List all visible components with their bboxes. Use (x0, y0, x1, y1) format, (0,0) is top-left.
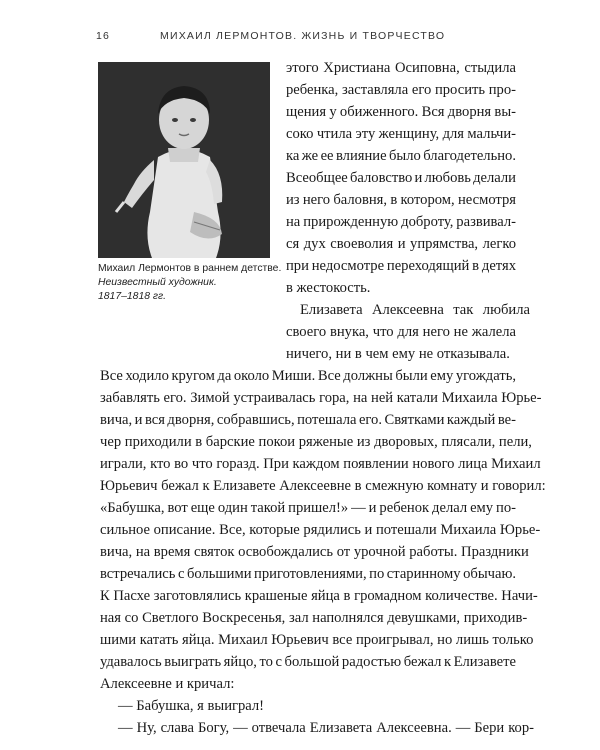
text-line: Алексеевне и кричал: (100, 676, 235, 692)
text-line: «Бабушка, вот еще один такой пришел!» — и ребенок делал ему по- (100, 500, 516, 516)
text-line: щения у обиженного. Вся дворня вы- (286, 104, 516, 120)
text-line: ребенка, заставляла его просить про- (286, 82, 516, 98)
text-line: при недосмотре переходящий в детях (286, 258, 516, 274)
dialogue-line: — Ну, слава Богу, — отвечала Елизавета Алексеевна. — Бери кор- (118, 720, 534, 736)
text-line: сильное описание. Все, которые рядились и потешали Михаила Юрье- (100, 522, 541, 538)
text-line: удавалось выиграть яйцо, то с большой радостью бежал к Елизавете (100, 654, 516, 670)
caption-title: Михаил Лермонтов в раннем детстве. (98, 263, 282, 274)
text-line: ка же ее влияние было благодетельно. (286, 148, 516, 164)
text-line: играли, кто во что горазд. При каждом появлении нового лица Михаил (100, 456, 541, 472)
text-line: соко чтила эту женщину, для мальчи- (286, 126, 516, 142)
text-line: забавлять его. Зимой устраивалась гора, на ней катали Михаила Юрье- (100, 390, 542, 406)
caption-artist: Неизвестный художник. (98, 277, 217, 288)
text-line: из него баловня, в котором, несмотря (286, 192, 516, 208)
text-line: К Пасхе заготовлялись крашеные яйца в громадном количестве. Начи- (100, 588, 538, 604)
text-line: ная со Светлого Воскресенья, зал наполнялся девушками, приходив- (100, 610, 528, 626)
text-line: вича, и вся дворня, собравшись, потешала его. Святками каждый ве- (100, 412, 516, 428)
page-number: 16 (96, 30, 111, 42)
text-line: Всеобщее баловство и любовь делали (286, 170, 516, 186)
caption-date: 1817–1818 гг. (98, 291, 167, 302)
text-line: ничего, ни в чем ему не отказывала. (286, 346, 510, 362)
text-line: вича, на время святок освобождались от урочной работы. Праздники (100, 544, 529, 560)
text-line: Юрьевич бежал к Елизавете Алексеевне в смежную комнату и говорил: (100, 478, 546, 494)
text-line: ся дух своеволия и упрямства, легко (286, 236, 516, 252)
text-line: Все ходило кругом да около Миши. Все должны были ему угождать, (100, 368, 516, 384)
running-header (96, 30, 516, 46)
text-line: своего внука, что для него не жалела (286, 324, 516, 340)
text-line: чер приходили в барские покои ряженые из дворовых, плясали, пели, (100, 434, 532, 450)
text-line: на прирожденную доброту, развивал- (286, 214, 516, 230)
running-title: МИХАИЛ ЛЕРМОНТОВ. ЖИЗНЬ И ТВОРЧЕСТВО (160, 30, 446, 42)
paragraph-first-line: Елизавета Алексеевна так любила (300, 302, 530, 318)
dialogue-line: — Бабушка, я выиграл! (118, 698, 265, 714)
figure-caption (98, 262, 280, 304)
text-line: встречались с большими приготовлениями, по старинному обычаю. (100, 566, 516, 582)
portrait-image (98, 62, 270, 258)
text-line: в жестокость. (286, 280, 371, 296)
text-line: шими катать яйца. Михаил Юрьевич все проигрывал, но лишь только (100, 632, 534, 648)
text-line: этого Христиана Осиповна, стыдила (286, 60, 516, 76)
